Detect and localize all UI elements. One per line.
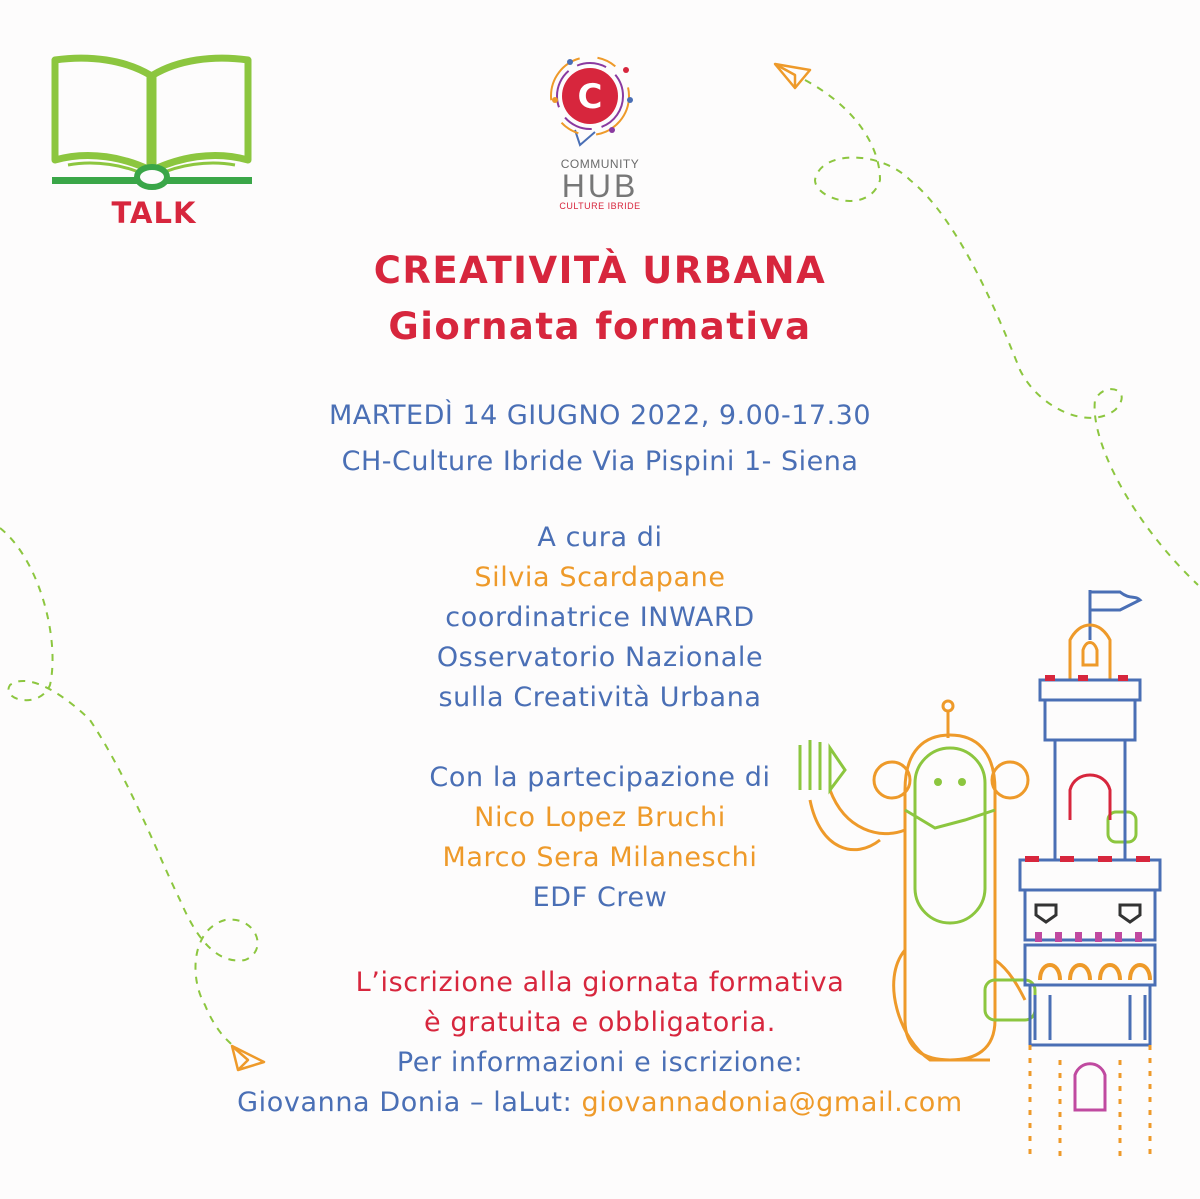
- talk-badge-label: TALK: [111, 196, 197, 230]
- title-line-2: Giornata formativa: [388, 305, 812, 348]
- title-line-1: CREATIVITÀ URBANA: [373, 249, 827, 292]
- curator-name: Silvia Scardapane: [474, 562, 726, 593]
- logo-line-community: COMMUNITY: [560, 157, 640, 171]
- contact-line: [0, 1083, 1200, 1123]
- registration-line-3: Per informazioni e iscrizione:: [396, 1047, 804, 1078]
- registration-line-1: L’iscrizione alla giornata formativa: [355, 967, 845, 998]
- logo-line-culture-ibride: CULTURE IBRIDE: [559, 201, 641, 211]
- community-hub-logo-mark: [551, 57, 633, 145]
- curator-role-3: sulla Creatività Urbana: [438, 682, 762, 713]
- logo-letter: C: [577, 77, 603, 117]
- open-book-icon: [52, 58, 252, 187]
- registration-block: [0, 963, 1200, 1123]
- contact-name: Giovanna Donia – laLut:: [237, 1087, 573, 1118]
- event-date: MARTEDÌ 14 GIUGNO 2022, 9.00-17.30: [328, 400, 872, 431]
- curated-by-block: [0, 518, 1200, 718]
- participation-block: [0, 758, 1200, 918]
- curator-role-2: Osservatorio Nazionale: [436, 642, 764, 673]
- title-block: [0, 243, 1200, 355]
- participant-name: Nico Lopez Bruchi: [474, 802, 726, 833]
- event-place: CH-Culture Ibride Via Pispini 1- Siena: [341, 446, 859, 477]
- participant-group: EDF Crew: [532, 882, 668, 913]
- contact-email-link[interactable]: giovannadonia@gmail.com: [581, 1087, 963, 1118]
- logo-line-hub: HUB: [561, 168, 639, 204]
- participation-label: Con la partecipazione di: [429, 762, 771, 793]
- registration-line-2: è gratuita e obbligatoria.: [423, 1007, 776, 1038]
- curator-role-1: coordinatrice INWARD: [445, 602, 755, 633]
- participant-name: Marco Sera Milaneschi: [442, 842, 758, 873]
- curated-label: A cura di: [537, 522, 663, 553]
- logo-text: [540, 157, 660, 211]
- event-info: [0, 393, 1200, 485]
- paper-plane-icon: [775, 64, 810, 88]
